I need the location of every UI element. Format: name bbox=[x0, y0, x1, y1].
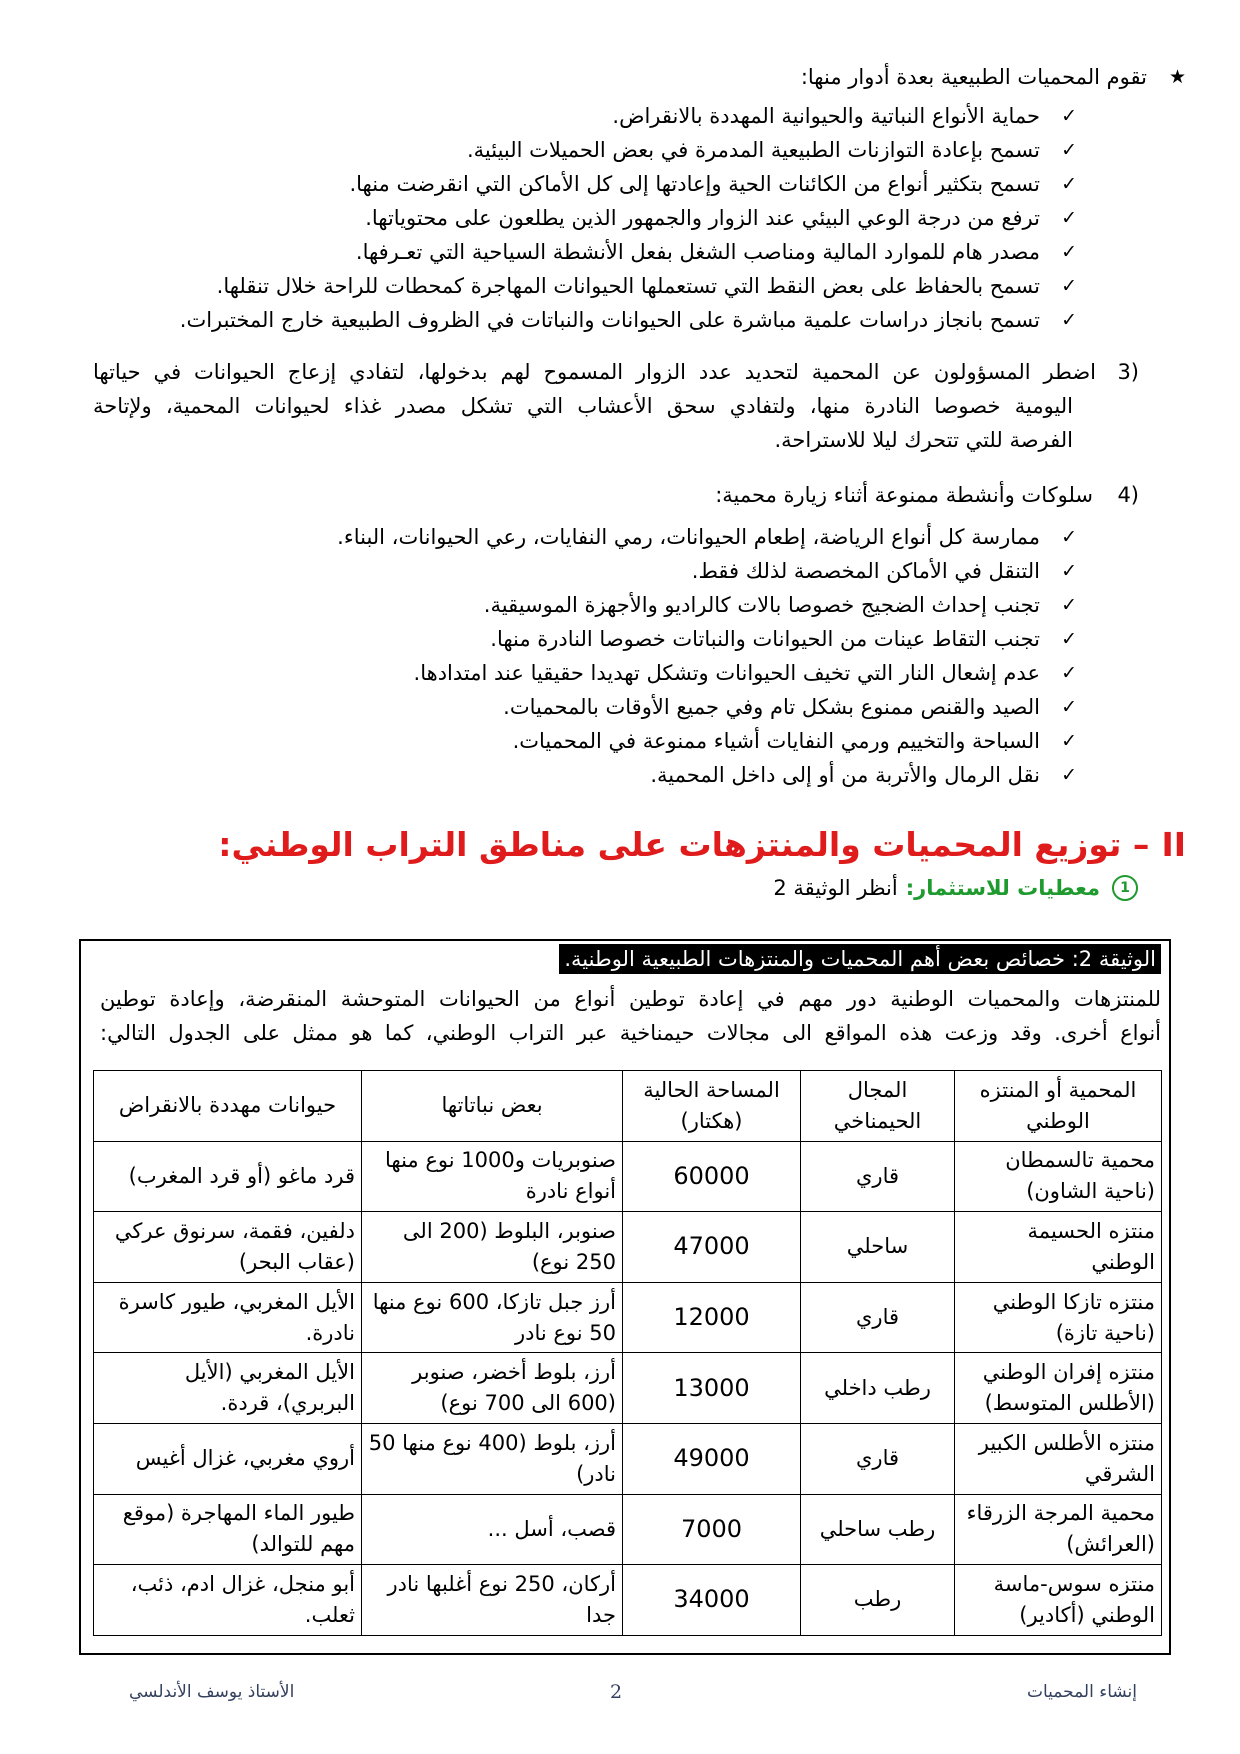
table-cell bbox=[954, 1565, 1161, 1636]
cell-text: منتزه الحسيمة الوطني bbox=[1027, 1218, 1155, 1274]
point-3-number: 3) bbox=[1117, 360, 1139, 384]
header-text: بعض نباتاتها bbox=[441, 1093, 543, 1118]
cell-text: أبو منجل، غزال ادم، ذئب، ثعلب. bbox=[130, 1571, 355, 1627]
table-cell bbox=[954, 1283, 1161, 1354]
cell-text: دلفين، فقمة، سرنوق عركي (عقاب البحر) bbox=[114, 1218, 355, 1274]
list-item-text: ترفع من درجة الوعي البيئي عند الزوار والجمهور الذين يطلعون على محتوياتها. bbox=[365, 206, 1040, 230]
check-icon bbox=[1060, 133, 1077, 167]
footer-author: الأستاذ يوسف الأندلسي bbox=[129, 1682, 295, 1702]
cell-text: صنوبر، البلوط (200 الى 250 نوع) bbox=[402, 1218, 616, 1274]
table-cell bbox=[622, 1142, 800, 1213]
check-icon bbox=[1060, 656, 1077, 690]
list-item bbox=[95, 758, 1077, 792]
table-cell bbox=[622, 1353, 800, 1424]
check-icon bbox=[1060, 724, 1077, 758]
document-title: الوثيقة 2: خصائص بعض أهم المحميات والمنتزهات الطبيعية الوطنية. bbox=[559, 944, 1161, 974]
cell-text: أرز، بلوط (400 نوع منها 50 نادر) bbox=[368, 1430, 616, 1486]
table-cell bbox=[361, 1283, 622, 1354]
table-cell bbox=[361, 1424, 622, 1495]
list-item-text: تسمح بإعادة التوازنات الطبيعية المدمرة في بعض الحميلات البيئية. bbox=[466, 138, 1040, 162]
list-item bbox=[95, 269, 1077, 303]
cell-text: أرز، بلوط أخضر، صنوبر (600 الى 700 نوع) bbox=[412, 1360, 616, 1416]
cell-text: 34000 bbox=[673, 1585, 750, 1614]
list-item bbox=[95, 690, 1077, 724]
paragraph-line: أنواع أخرى. وقد وزعت هذه المواقع الى مجالات حيمناخية عبر التراب الوطني، كما هو ممثل على الجدول التالي: bbox=[100, 1021, 1161, 1045]
table-cell bbox=[800, 1142, 954, 1213]
cell-text: الأيل المغربي، طيور كاسرة نادرة. bbox=[118, 1289, 355, 1345]
cell-text: قرد ماغو (أو قرد المغرب) bbox=[128, 1163, 355, 1188]
point-3-line: اليومية خصوصا النادرة منها، ولتفادي سحق الأعشاب التي تشكل مصدر غذاء لحيوانات المحمية، ولإتاحة bbox=[93, 394, 1073, 418]
list-item-text: تسمح بالحفاظ على بعض النقط التي تستعملها الحيوانات المهاجرة كمحطات للراحة خلال تنقلها. bbox=[216, 274, 1040, 298]
table-cell bbox=[954, 1424, 1161, 1495]
table-cell bbox=[800, 1353, 954, 1424]
section-title: – توزيع المحميات والمنتزهات على مناطق التراب الوطني: bbox=[218, 825, 1150, 864]
roles-intro-text: تقوم المحميات الطبيعية بعدة أدوار منها: bbox=[800, 65, 1147, 89]
roles-list bbox=[95, 99, 1077, 337]
cell-text: أروي مغربي، غزال أغيس bbox=[135, 1446, 355, 1471]
cell-text: محمية المرجة الزرقاء (العرائش) bbox=[966, 1501, 1155, 1557]
check-icon bbox=[1060, 622, 1077, 656]
document-paragraph bbox=[100, 982, 1161, 1050]
cell-text: منتزه تازكا الوطني (ناحية تازة) bbox=[992, 1289, 1155, 1345]
check-icon bbox=[1060, 303, 1077, 337]
check-icon bbox=[1060, 588, 1077, 622]
table-cell bbox=[93, 1283, 361, 1354]
list-item bbox=[95, 724, 1077, 758]
list-item bbox=[95, 133, 1077, 167]
list-item-text: نقل الرمال والأتربة من أو إلى داخل المحمية. bbox=[650, 763, 1040, 787]
check-icon bbox=[1060, 167, 1077, 201]
table-cell bbox=[361, 1212, 622, 1283]
table-cell bbox=[361, 1565, 622, 1636]
cell-text: 60000 bbox=[673, 1161, 750, 1190]
table-cell bbox=[622, 1212, 800, 1283]
data-intro-text: أنظر الوثيقة 2 bbox=[773, 876, 898, 900]
section-number: II bbox=[1161, 825, 1186, 864]
table-cell bbox=[954, 1353, 1161, 1424]
check-icon bbox=[1060, 99, 1077, 133]
list-item bbox=[95, 201, 1077, 235]
point-3-line: الفرصة للتي تتحرك ليلا للاستراحة. bbox=[774, 428, 1073, 452]
table-cell bbox=[954, 1212, 1161, 1283]
cell-text: 12000 bbox=[673, 1303, 750, 1332]
table-cell bbox=[954, 1495, 1161, 1566]
check-icon bbox=[1060, 201, 1077, 235]
cell-text: محمية تالسمطان (ناحية الشاون) bbox=[1005, 1148, 1155, 1204]
table-cell bbox=[361, 1495, 622, 1566]
table-cell bbox=[93, 1424, 361, 1495]
cell-text: أركان، 250 نوع أغلبها نادر جدا bbox=[387, 1571, 616, 1627]
cell-text: صنوبريات و1000 نوع منها أنواع نادرة bbox=[385, 1148, 616, 1204]
cell-text: 13000 bbox=[673, 1373, 750, 1402]
list-item-text: الصيد والقنص ممنوع بشكل تام وفي جميع الأوقات بالمحميات. bbox=[503, 695, 1040, 719]
list-item bbox=[95, 167, 1077, 201]
table-header-cell bbox=[954, 1071, 1161, 1142]
point-4-number: 4) bbox=[1117, 483, 1139, 507]
cell-text: الأيل المغربي (الأيل البربري)، قردة. bbox=[184, 1360, 355, 1416]
table-cell bbox=[800, 1495, 954, 1566]
table-cell bbox=[361, 1353, 622, 1424]
cell-text: قاري bbox=[855, 1163, 899, 1188]
cell-text: ساحلي bbox=[846, 1234, 909, 1259]
header-text: حيوانات مهددة بالانقراض bbox=[118, 1093, 337, 1118]
data-intro-label: معطيات للاستثمار: bbox=[905, 876, 1100, 900]
list-item bbox=[95, 303, 1077, 337]
table-cell bbox=[800, 1565, 954, 1636]
cell-text: قاري bbox=[855, 1446, 899, 1471]
check-icon bbox=[1060, 269, 1077, 303]
list-item bbox=[95, 622, 1077, 656]
header-text: المجال الحيمناخي bbox=[833, 1077, 922, 1133]
cell-text: أرز جبل تازكا، 600 نوع منها 50 نوع نادر bbox=[372, 1289, 616, 1345]
header-text: المساحة الحالية (هكتار) bbox=[643, 1077, 780, 1133]
point-4 bbox=[93, 478, 1139, 512]
table-cell bbox=[622, 1283, 800, 1354]
list-item-text: السباحة والتخييم ورمي النفايات أشياء ممنوعة في المحميات. bbox=[512, 729, 1040, 753]
check-icon bbox=[1060, 758, 1077, 792]
table-header-cell bbox=[800, 1071, 954, 1142]
cell-text: رطب bbox=[853, 1587, 902, 1612]
table-header-cell bbox=[622, 1071, 800, 1142]
check-icon bbox=[1060, 235, 1077, 269]
cell-text: 49000 bbox=[673, 1444, 750, 1473]
list-item-text: تجنب إحداث الضجيج خصوصا بالات كالراديو والأجهزة الموسيقية. bbox=[483, 593, 1040, 617]
list-item bbox=[95, 588, 1077, 622]
circled-number-icon: 1 bbox=[1112, 875, 1138, 901]
list-item-text: ممارسة كل أنواع الرياضة، إطعام الحيوانات، رمي النفايات، رعي الحيوانات، البناء. bbox=[337, 525, 1040, 549]
paragraph-line: للمنتزهات والمحميات الوطنية دور مهم في إعادة توطين أنواع من الحيوانات المتوحشة المنقرضة، وإعادة توطين bbox=[100, 987, 1161, 1011]
list-item bbox=[95, 656, 1077, 690]
table-cell bbox=[93, 1212, 361, 1283]
cell-text: قصب، أسل ... bbox=[487, 1516, 616, 1541]
table-cell bbox=[93, 1353, 361, 1424]
table-cell bbox=[622, 1565, 800, 1636]
point-3-line: اضطر المسؤولون عن المحمية لتحديد عدد الزوار المسموح لهم بدخولها، لتفادي إزعاج الحيوانات في حياتها bbox=[93, 360, 1096, 384]
list-item-text: تجنب التقاط عينات من الحيوانات والنباتات خصوصا النادرة منها. bbox=[490, 627, 1040, 651]
table-cell bbox=[361, 1142, 622, 1213]
star-icon bbox=[1172, 60, 1186, 94]
table-cell bbox=[622, 1495, 800, 1566]
footer-page-number: 2 bbox=[609, 1681, 623, 1703]
table-header-cell bbox=[361, 1071, 622, 1142]
table-cell bbox=[622, 1424, 800, 1495]
table-cell bbox=[93, 1565, 361, 1636]
cell-text: 7000 bbox=[680, 1514, 743, 1543]
list-item bbox=[95, 554, 1077, 588]
cell-text: 47000 bbox=[673, 1232, 750, 1261]
reserves-table bbox=[93, 1070, 1162, 1636]
header-text: المحمية أو المنتزه الوطني bbox=[979, 1077, 1137, 1133]
footer-lesson-title: إنشاء المحميات bbox=[1026, 1682, 1137, 1702]
table-cell bbox=[800, 1283, 954, 1354]
table-cell bbox=[800, 1424, 954, 1495]
list-item-text: حماية الأنواع النباتية والحيوانية المهددة بالانقراض. bbox=[612, 104, 1040, 128]
list-item-text: تسمح بتكثير أنواع من الكائنات الحية وإعادتها إلى كل الأماكن التي انقرضت منها. bbox=[349, 172, 1040, 196]
list-item bbox=[95, 235, 1077, 269]
point-4-title: سلوكات وأنشطة ممنوعة أثناء زيارة محمية: bbox=[715, 483, 1093, 507]
cell-text: رطب ساحلي bbox=[819, 1516, 936, 1541]
table-cell bbox=[954, 1142, 1161, 1213]
point-3 bbox=[93, 355, 1139, 457]
check-icon bbox=[1060, 554, 1077, 588]
data-intro bbox=[773, 872, 1138, 904]
check-icon bbox=[1060, 520, 1077, 554]
cell-text: منتزه إفران الوطني (الأطلس المتوسط) bbox=[982, 1360, 1155, 1416]
cell-text: منتزه سوس-ماسة الوطني (أكادير) bbox=[993, 1571, 1155, 1627]
list-item bbox=[95, 99, 1077, 133]
section-heading bbox=[95, 822, 1186, 868]
check-icon bbox=[1060, 690, 1077, 724]
table-cell bbox=[93, 1142, 361, 1213]
roles-intro bbox=[95, 60, 1186, 94]
table-cell bbox=[800, 1212, 954, 1283]
cell-text: قاري bbox=[855, 1305, 899, 1330]
cell-text: طيور الماء المهاجرة (موقع مهم للتوالد) bbox=[122, 1501, 355, 1557]
list-item-text: تسمح بانجاز دراسات علمية مباشرة على الحيوانات والنباتات في الظروف الطبيعية خارج المختبرات. bbox=[179, 308, 1040, 332]
cell-text: منتزه الأطلس الكبير الشرقي bbox=[978, 1430, 1155, 1486]
forbidden-list bbox=[95, 520, 1077, 792]
cell-text: رطب داخلي bbox=[824, 1375, 931, 1400]
list-item-text: التنقل في الأماكن المخصصة لذلك فقط. bbox=[691, 559, 1040, 583]
table-header-cell bbox=[93, 1071, 361, 1142]
list-item-text: مصدر هام للموارد المالية ومناصب الشغل بفعل الأنشطة السياحية التي تعـرفها. bbox=[355, 240, 1040, 264]
list-item bbox=[95, 520, 1077, 554]
list-item-text: عدم إشعال النار التي تخيف الحيوانات وتشكل تهديدا حقيقيا عند امتدادها. bbox=[413, 661, 1040, 685]
table-cell bbox=[93, 1495, 361, 1566]
